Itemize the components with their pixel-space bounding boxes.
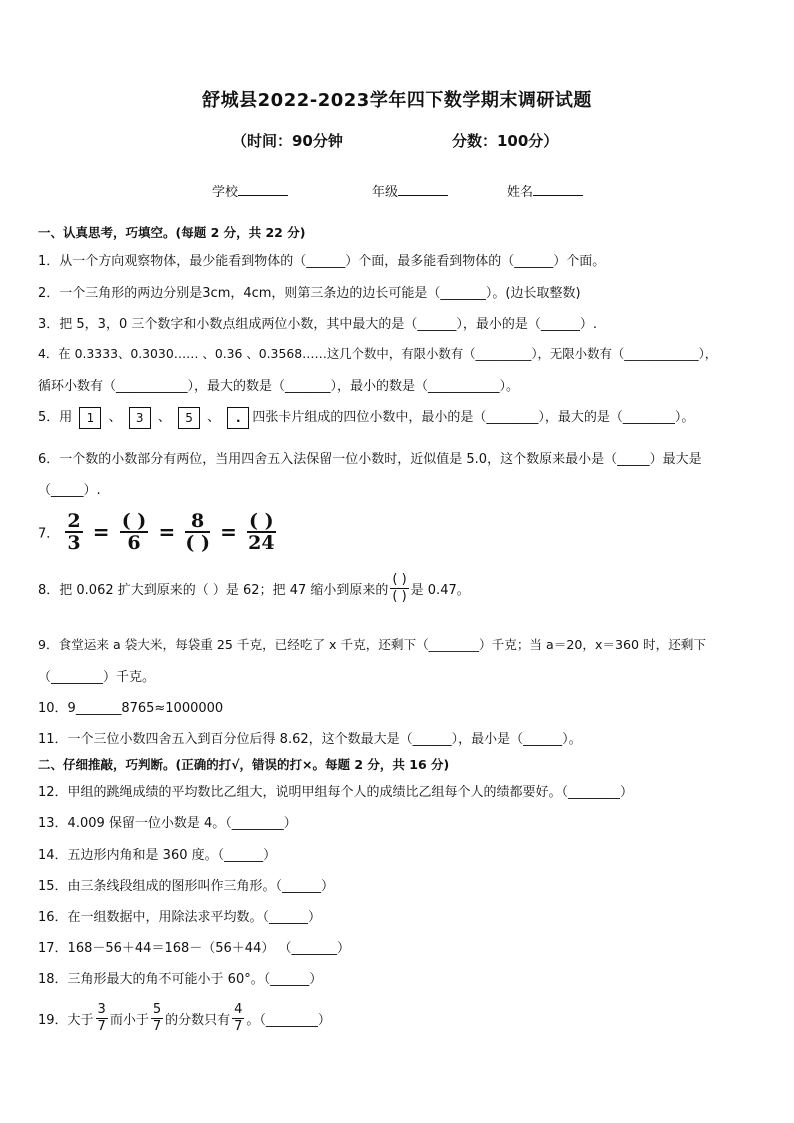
question-11: 11．一个三位小数四舍五入到百分位后得 8.62，这个数最大是（______），最小是（______）。 bbox=[38, 732, 582, 747]
card-separator: 、 bbox=[157, 410, 171, 425]
question-5-suffix: 四张卡片组成的四位小数中，最小的是（________），最大的是（________）。 bbox=[252, 410, 695, 425]
question-6-line-1: 6．一个数的小数部分有两位，当用四舍五入法保留一位小数时，近似值是 5.0，这个数原来最小是（_____）最大是 bbox=[38, 452, 702, 467]
name-blank[interactable] bbox=[533, 183, 583, 196]
question-8 bbox=[38, 572, 470, 605]
fraction-blank: $\frac{( )}{( )}$ bbox=[392, 572, 407, 604]
card-separator: 、 bbox=[207, 410, 221, 425]
question-19 bbox=[38, 1002, 331, 1035]
question-9-line-2: （________）千克。 bbox=[38, 670, 156, 685]
card-dot: . bbox=[227, 407, 249, 429]
fraction-2-3: $\frac{2}{3}$ bbox=[67, 510, 81, 554]
question-16: 16．在一组数据中，用除法求平均数。（______） bbox=[38, 910, 322, 925]
fraction-4-7: $\frac{4}{7}$ bbox=[234, 1002, 243, 1034]
question-13: 13．4.009 保留一位小数是 4。（________） bbox=[38, 816, 297, 831]
school-field bbox=[212, 181, 288, 200]
card-3: 3 bbox=[129, 407, 151, 429]
equals-sign: = bbox=[92, 520, 110, 544]
question-9-line-1: 9．食堂运来 a 袋大米，每袋重 25 千克，已经吃了 x 千克，还剩下（________）千克；当 a＝20，x＝360 时，还剩下 bbox=[38, 637, 706, 652]
question-5 bbox=[38, 406, 694, 429]
grade-field bbox=[372, 181, 448, 200]
card-5: 5 bbox=[178, 407, 200, 429]
card-separator: 、 bbox=[108, 410, 122, 425]
question-1: 1．从一个方向观察物体，最少能看到物体的（______）个面，最多能看到物体的（______）个面。 bbox=[38, 254, 606, 269]
question-4-line-2: 循环小数有（___________），最大的数是（_______），最小的数是（___________）。 bbox=[38, 379, 520, 394]
grade-blank[interactable] bbox=[398, 183, 448, 196]
fraction-blank-6: $\frac{( )}{6}$ bbox=[121, 510, 147, 554]
exam-time: （时间：90分钟 bbox=[232, 132, 343, 150]
page-title: 舒城县2022-2023学年四下数学期末调研试题 bbox=[202, 90, 592, 111]
question-7 bbox=[38, 511, 278, 553]
section-true-false: 二、仔细推敲，巧判断。(正确的打√，错误的打×。每题 2 分，共 16 分) bbox=[38, 757, 450, 772]
question-12: 12．甲组的跳绳成绩的平均数比乙组大，说明甲组每个人的成绩比乙组每个人的绩都要好。（________） bbox=[38, 785, 634, 800]
school-blank[interactable] bbox=[238, 183, 288, 196]
question-19-mid-1: 而小于 bbox=[109, 1013, 149, 1028]
fraction-8-blank: $\frac{8}{( )}$ bbox=[185, 510, 210, 554]
question-15: 15．由三条线段组成的图形叫作三角形。（______） bbox=[38, 879, 335, 894]
question-8-prefix: 8．把 0.062 扩大到原来的（ ）是 62；把 47 缩小到原来的 bbox=[38, 583, 389, 598]
fraction-5-7: $\frac{5}{7}$ bbox=[152, 1002, 162, 1034]
grade-label: 年级 bbox=[372, 185, 399, 200]
question-19-mid-2: 的分数只有 bbox=[165, 1013, 231, 1028]
section-fill-in: 一、认真思考，巧填空。(每题 2 分，共 22 分) bbox=[38, 225, 306, 240]
question-4-line-1: 4．在 0.3333、0.3030…… 、0.36 、0.3568……这几个数中，有限小数有（_________），无限小数有（____________）， bbox=[38, 346, 718, 361]
question-14: 14．五边形内角和是 360 度。（______） bbox=[38, 848, 277, 863]
equals-sign: = bbox=[158, 520, 176, 544]
question-17: 17．168－56＋44＝168－（56＋44） （_______） bbox=[38, 941, 350, 956]
fraction-blank-24: $\frac{( )}{24}$ bbox=[248, 510, 275, 554]
equals-sign: = bbox=[220, 520, 237, 544]
name-field bbox=[507, 181, 583, 200]
school-label: 学校 bbox=[212, 185, 239, 200]
question-18: 18．三角形最大的角不可能小于 60°。（______） bbox=[38, 972, 323, 987]
question-3: 3．把 5，3，0 三个数字和小数点组成两位小数，其中最大的是（______），最小的是（______）. bbox=[38, 317, 597, 332]
exam-score: 分数：100分） bbox=[452, 132, 559, 150]
question-8-suffix: 是 0.47。 bbox=[410, 583, 470, 598]
question-19-prefix: 19．大于 bbox=[38, 1013, 94, 1028]
question-7-number: 7． bbox=[38, 526, 60, 542]
question-10: 10．9_______8765≈1000000 bbox=[38, 701, 224, 716]
fraction-3-7: $\frac{3}{7}$ bbox=[97, 1002, 106, 1034]
question-5-prefix: 5．用 bbox=[38, 410, 73, 425]
question-6-line-2: （_____）. bbox=[38, 483, 101, 498]
question-2: 2．一个三角形的两边分别是3cm，4cm，则第三条边的边长可能是（_______）。(边长取整数) bbox=[38, 286, 581, 301]
name-label: 姓名 bbox=[507, 185, 534, 200]
question-19-suffix: 。（________） bbox=[246, 1013, 331, 1028]
card-1: 1 bbox=[79, 407, 101, 429]
